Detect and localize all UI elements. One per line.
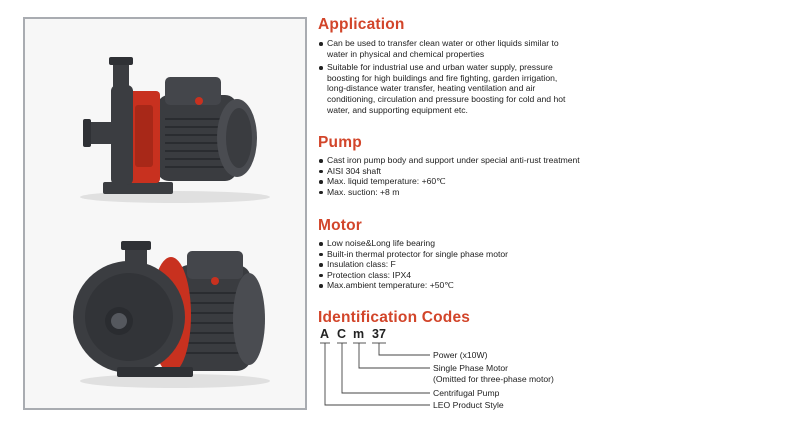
pump-item: Max. suction: +8 m	[318, 187, 580, 198]
application-item-line: long-distance water transfer, heating ventilation and air	[327, 83, 536, 94]
pump-item: AISI 304 shaft	[318, 166, 580, 177]
code-letter-m: m	[353, 327, 365, 341]
code-desc-single-phase: Single Phase Motor	[433, 363, 508, 373]
pump-heading: Pump	[318, 134, 362, 151]
application-item-line: Suitable for industrial use and urban water supply, pressure	[327, 62, 553, 73]
application-item-line: Can be used to transfer clean water or other liquids similar to	[327, 38, 559, 48]
code-desc-single-phase-note: (Omitted for three-phase motor)	[433, 374, 554, 384]
code-desc-centrifugal: Centrifugal Pump	[433, 388, 500, 398]
code-letter-a: A	[320, 327, 330, 341]
code-desc-power: Power (x10W)	[433, 350, 488, 360]
motor-item: Low noise&Long life bearing	[318, 238, 508, 249]
pump-item: Max. liquid temperature: +60℃	[318, 176, 580, 187]
motor-item: Max.ambient temperature: +50℃	[318, 280, 508, 291]
code-desc-style: LEO Product Style	[433, 400, 504, 410]
application-item-line: water in physical and chemical properties	[327, 48, 485, 59]
application-item-line: water, and supporting equipment etc.	[327, 104, 468, 115]
pump-item: Cast iron pump body and support under special anti-rust treatment	[318, 155, 580, 166]
application-item-line: conditioning, circulation and pressure boosting for cold and hot	[327, 93, 566, 104]
code-number-37: 37	[372, 327, 386, 341]
motor-item: Insulation class: F	[318, 259, 508, 270]
motor-heading: Motor	[318, 217, 363, 234]
motor-item: Protection class: IPX4	[318, 270, 508, 281]
motor-item: Built-in thermal protector for single phase motor	[318, 249, 508, 260]
application-heading: Application	[318, 16, 405, 33]
identification-heading: Identification Codes	[318, 309, 471, 326]
application-item-line: boosting for high buildings and fire fighting, garden irrigation,	[327, 72, 558, 83]
code-letter-c: C	[337, 327, 347, 341]
